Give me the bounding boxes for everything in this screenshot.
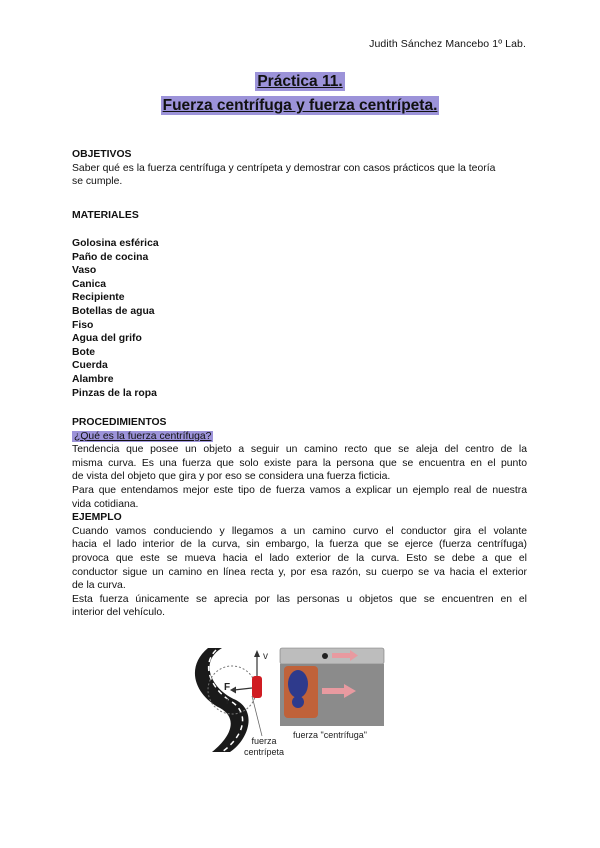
label-centrifuga: fuerza "centrífuga" [293,730,367,740]
force-arrowhead [230,687,236,694]
ejemplo-line-2: hacia el lado interior de la curva, sin embargo, la fuerza que se ejerce (fuerza centrífuga) [72,539,527,551]
list-item: Recipiente [72,292,125,304]
def-line-3: de vista del objeto que gira y por eso se considera una fuerza ficticia. [72,471,391,483]
list-item: Canica [72,278,107,290]
list-item: Botellas de agua [72,305,155,317]
ejemplo-line-7: interior del vehículo. [72,607,165,619]
pointer-line [252,696,262,736]
objetivos-heading: OBJETIVOS [72,149,132,160]
label-v: v [263,651,268,662]
label-r: r [226,696,230,707]
def-line-1: Tendencia que posee un objeto a seguir un camino recto que se aleja del centro de la [72,444,527,456]
force-arrow [234,688,252,690]
objetivos-text-2: se cumple. [72,176,123,188]
question-highlight: ¿Qué es la fuerza centrífuga? [74,430,212,442]
car-icon [252,676,262,698]
label-centripeta-1: fuerza [251,736,277,746]
procedimientos-heading: PROCEDIMIENTOS [72,417,167,428]
pink-arrow-top [332,653,350,658]
pink-arrow-middle [322,688,344,694]
label-f: F [224,682,231,693]
title-practice-number: Práctica 11. [257,73,343,90]
ejemplo-line-3: provoca que este se mueva hacia el lado exterior de la curva. Esto se debe a que el [72,552,527,564]
list-item: Cuerda [72,360,108,372]
ejemplo-heading: EJEMPLO [72,512,122,524]
def-line-2: misma curva. Es una fuerza que solo existe para la persona que se encuentra en el punto [72,457,527,469]
list-item: Pinzas de la ropa [72,387,157,399]
door-handle [322,653,328,659]
list-item: Golosina esférica [72,238,159,249]
objetivos-text-1: Saber qué es la fuerza centrífuga y centrípeta y demostrar con casos prácticos que la teoría [72,162,496,174]
ejemplo-line-1: Cuando vamos conduciendo y llegamos a un camino curvo el conductor gira el volante [72,525,527,537]
author-line: Judith Sánchez Mancebo 1º Lab. [369,38,526,50]
ejemplo-line-4: conductor sigue un camino en línea recta y, por esa razón, su cuerpo se va hacia el exterior [72,566,527,578]
velocity-arrowhead [254,650,260,657]
list-item: Vaso [72,265,97,277]
list-item: Alambre [72,373,114,385]
def-line-4: Para que entendamos mejor este tipo de fuerza vamos a explicar un ejemplo real de nuestra [72,484,527,496]
title-topic: Fuerza centrífuga y fuerza centrípeta. [162,97,438,114]
label-centripeta-2: centrípeta [243,747,285,757]
ejemplo-line-5: de la curva. [72,580,126,592]
materiales-heading: MATERIALES [72,210,139,221]
driver-body [288,670,308,698]
def-line-5: vida cotidiana. [72,498,139,510]
curved-road [195,648,249,752]
list-item: Bote [72,346,96,358]
ejemplo-line-6: Esta fuerza únicamente se aprecia por las personas u objetos que se encuentren en el [72,593,527,605]
list-item: Agua del grifo [72,333,142,345]
list-item: Fiso [72,319,94,331]
list-item: Paño de cocina [72,251,149,263]
